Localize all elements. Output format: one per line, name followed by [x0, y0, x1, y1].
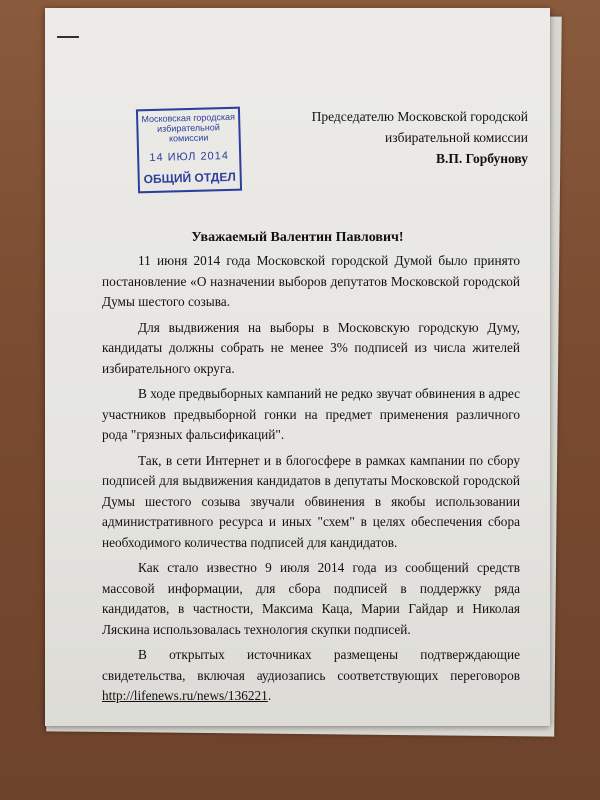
- addressee-line2: избирательной комиссии: [385, 130, 528, 145]
- stamp-org-line2: избирательной комиссии: [156, 122, 220, 144]
- addressee-block: [312, 106, 528, 169]
- paragraph-6-end: .: [267, 688, 272, 703]
- addressee-name: В.П. Горбунову: [435, 151, 528, 166]
- paragraph-3: В ходе предвыборных кампаний не редко звучат обвинения в адрес участников предвыборной гонки на предмет применения различного рода "грязных фальсификаций".: [102, 386, 520, 442]
- paragraph-6-text: В открытых источниках размещены подтверждающие свидетельства, включая аудиозапись соответствующих переговоров: [102, 647, 520, 683]
- paragraph-1: 11 июня 2014 года Московской городской Думой было принято постановление «О назначении выборов депутатов Московской городской Думы шестого созыва.: [102, 253, 520, 309]
- letter-page: [45, 8, 550, 726]
- paragraph-4: Так, в сети Интернет и в блогосфере в рамках кампании по сбору подписей для выдвижения кандидатов в депутаты Московской городской Думы шестого созыва звучали обвинения в якобы использовании административного ресурса и иных "схем" в целях обеспечения сбора необходимого количества подписей для кандидатов.: [102, 452, 520, 550]
- stamp-department: ОБЩИЙ ОТДЕЛ: [143, 169, 236, 187]
- stamp-date: 14 ИЮЛ 2014: [149, 149, 230, 165]
- corner-dash: [57, 36, 79, 38]
- paragraph-6: [102, 645, 520, 707]
- paragraph-5: Как стало известно 9 июля 2014 года из сообщений средств массовой информации, для сбора подписей в поддержку ряда кандидатов, в частности, Максима Каца, Марии Гайдар и Николая Ляскина использовалась технология скупки подписей.: [102, 560, 520, 637]
- stamp-org-line1: Московская городская: [141, 111, 236, 125]
- addressee-line1: Председателю Московской городской: [311, 109, 528, 124]
- greeting: Уважаемый Валентин Павлович!: [191, 230, 404, 245]
- incoming-stamp: [136, 107, 242, 194]
- paragraph-2: Для выдвижения на выборы в Московскую городскую Думу, кандидаты должны собрать не менее 3% подписей из числа жителей избирательного округа.: [102, 319, 520, 376]
- lifenews-link[interactable]: http://lifenews.ru/news/136221: [102, 688, 268, 703]
- letter-body: [102, 251, 520, 712]
